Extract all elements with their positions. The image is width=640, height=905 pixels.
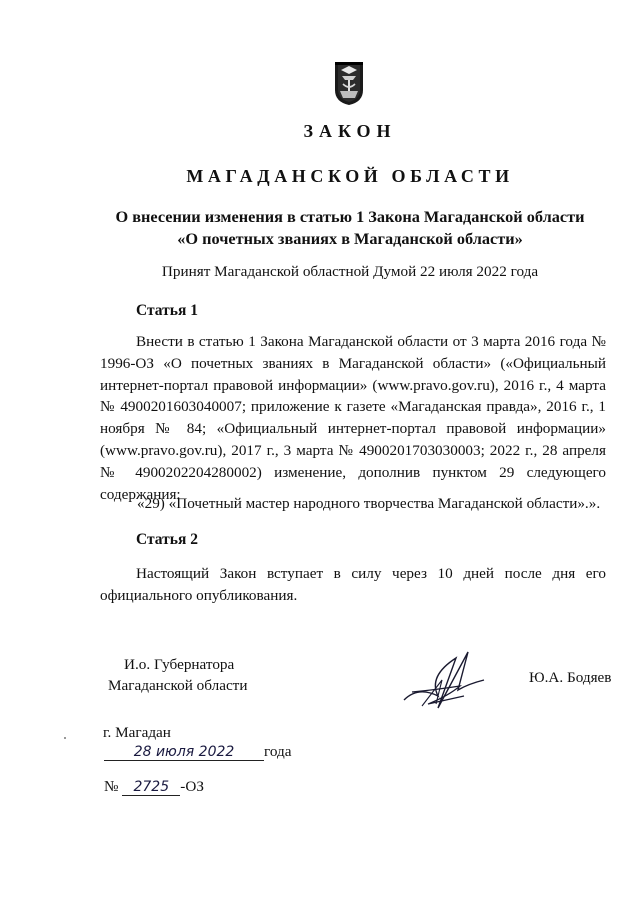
subject-line-2: «О почетных званиях в Магаданской области» [177, 229, 523, 248]
number-handwritten: 2725 [122, 779, 180, 796]
number-suffix: -ОЗ [180, 778, 204, 795]
city-label: г. Магадан [103, 724, 171, 741]
adoption-note: Принят Магаданской областной Думой 22 июля 2022 года [161, 263, 539, 280]
signer-name: Ю.А. Бодяев [529, 669, 612, 686]
year-suffix: года [264, 743, 292, 760]
region-title: МАГАДАНСКОЙ ОБЛАСТИ [186, 166, 514, 186]
law-number [104, 776, 204, 798]
article-2-heading: Статья 2 [136, 531, 198, 548]
signing-date [104, 741, 291, 763]
date-handwritten: 28 июля 2022 [104, 744, 264, 761]
article-1-item-29: «29) «Почетный мастер народного творчества Магаданской области».». [137, 495, 601, 512]
magadan-coat-of-arms-icon [333, 60, 365, 106]
scan-speck [64, 737, 66, 739]
article-2-body: Настоящий Закон вступает в силу через 10 дней после дня его официального опубликования. [100, 565, 606, 604]
law-subject [60, 206, 640, 250]
handwritten-signature [398, 646, 494, 712]
law-title: ЗАКОН [303, 121, 397, 141]
signer-position-line-2: Магаданской области [108, 677, 248, 694]
article-1-body: Внести в статью 1 Закона Магаданской области от 3 марта 2016 года № 1996-ОЗ «О почетных званиях в Магаданской области» («Официальный интернет-портал правовой информации» (www.pravo.gov.ru), 2016 г., 4 марта № 4900201603040007; приложение к газете «Магаданская правда», 2016 г., 1 ноября № 84; «Официальный интернет-портал правовой информации» (www.pravo.gov.ru), 2017 г., 3 марта № 4900201703030003; 2022 г., 28 апреля № 4900202204280002) изменение, дополнив пунктом 29 следующего содержания: [100, 333, 606, 503]
article-1-heading: Статья 1 [136, 302, 198, 319]
subject-line-1: О внесении изменения в статью 1 Закона Магаданской области [115, 207, 585, 226]
number-prefix: № [104, 778, 119, 795]
signer-position-line-1: И.о. Губернатора [124, 656, 235, 673]
